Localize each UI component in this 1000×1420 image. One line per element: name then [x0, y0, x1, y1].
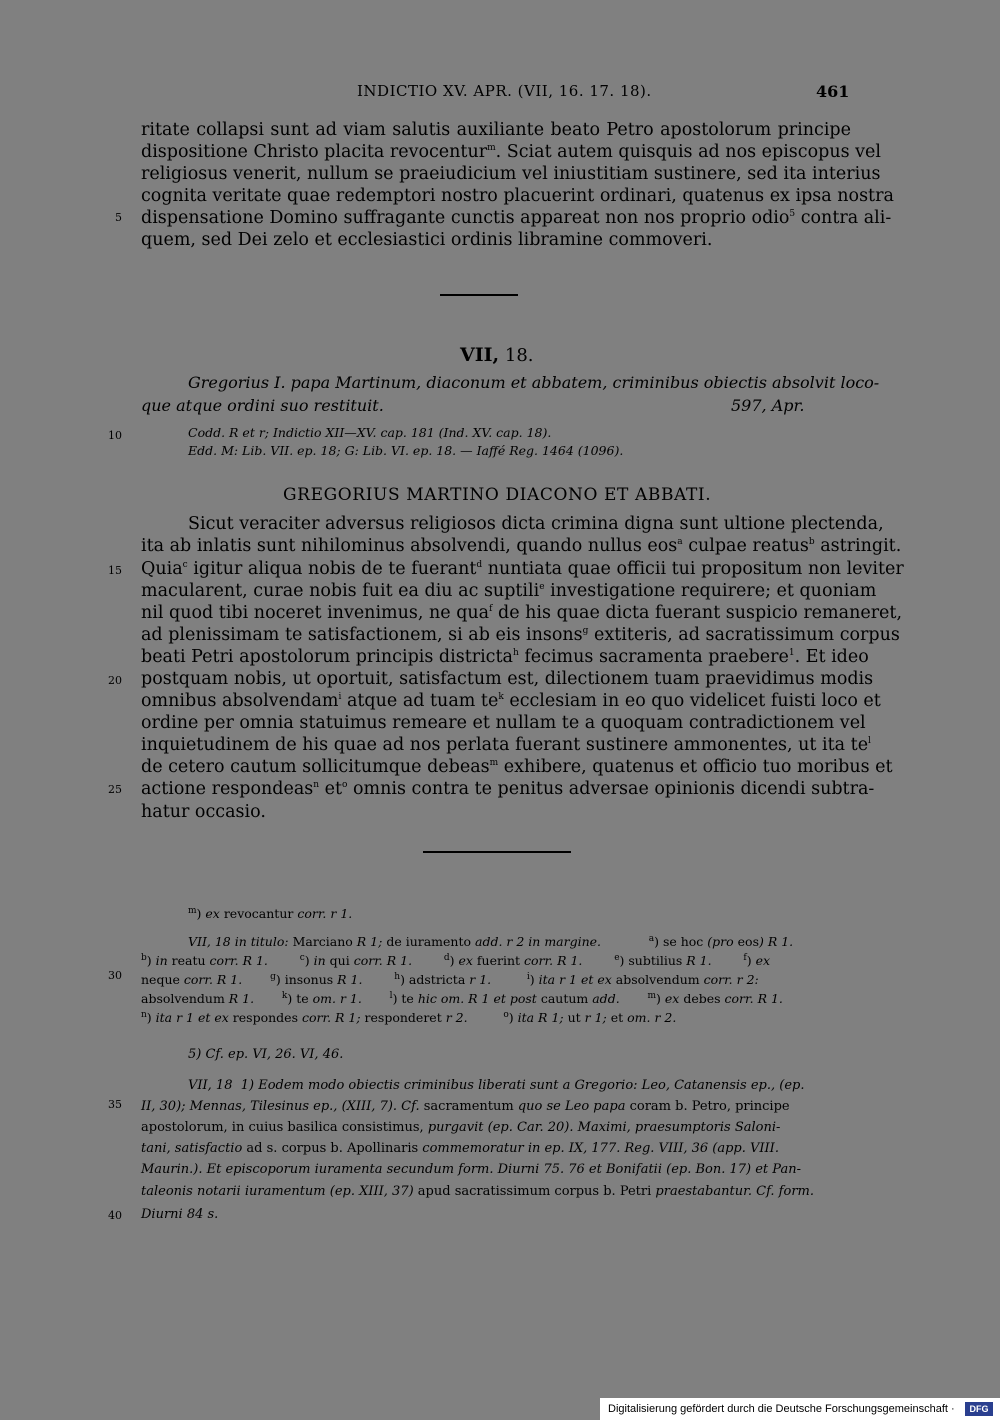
footnote-line: neque corr. R 1. $^g$) insonus R 1. $^h$) adstricta r 1. $^i$) ita r 1 et ex absolvendum corr. r 2: — [141, 971, 759, 987]
line-number: 5 — [115, 211, 122, 224]
footnote-line: $^m$) ex revocantur corr. r 1. — [188, 905, 353, 921]
commentary-line: tani, satisfactio ad s. corpus b. Apollinaris commemoratur in ep. IX, 177. Reg. VIII, 36 (app. VIII. — [141, 1141, 779, 1156]
body-line: omnibus absolvendam$^i$ atque ad tuam $te^k$ ecclesiam in eo quo videlicet fuisti loco et — [141, 691, 881, 711]
body-line: macularent, curae nobis fuit ea diu ac suptili$^e$ investigatione requirere; et quoniam — [141, 581, 877, 601]
top-text-line-4: cognita veritate quae redemptori nostro placuerint ordinari, quatenus ex ipsa nostra — [141, 186, 894, 206]
commentary-line: 5) Cf. ep. VI, 26. VI, 46. — [188, 1047, 344, 1062]
line-number: 20 — [108, 674, 122, 687]
commentary-line: Diurni 84 s. — [141, 1207, 219, 1222]
section-separator — [440, 294, 518, 296]
footer-text: Digitalisierung gefördert durch die Deutsche Forschungsgemeinschaft · — [608, 1403, 955, 1415]
commentary-line: apostolorum, in cuius basilica consistimus, purgavit (ep. Car. 20). Maximi, praesumptoris Saloni- — [141, 1120, 781, 1135]
footnote-line: VII, 18 in titulo: Marciano R 1; de iuramento add. r 2 in margine. $^a$) se hoc (pro eos) R 1. — [188, 933, 794, 949]
body-line: actione respondeas$^n$ $et^o$ omnis contra te penitus adversae opinionis dicendi subtra- — [141, 779, 875, 799]
body-line: hatur occasio. — [141, 802, 266, 822]
footnote-line: $^b$) in reatu corr. R 1. $^c$) in qui corr. R 1. $^d$) ex fuerint corr. R 1. $^e$) subtilius R 1. $^f$) ex — [141, 952, 771, 968]
running-header: INDICTIO XV. APR. (VII, 16. 17. 18). — [357, 82, 652, 100]
top-text-line-5: dispensatione Domino suffragante cunctis appareat non nos proprio odio$^5$ contra ali- — [141, 208, 892, 228]
body-line: Sicut veraciter adversus religiosos dicta crimina digna sunt ultione plectenda, — [188, 514, 884, 534]
commentary-line: taleonis notarii iuramentum (ep. XIII, 37) apud sacratissimum corpus b. Petri praestabantur. Cf. form. — [141, 1184, 814, 1199]
line-number: 35 — [108, 1098, 122, 1111]
editions-line: Edd. M: Lib. VII. ep. 18; G: Lib. VI. ep. 18. — Iaffé Reg. 1464 (1096). — [188, 443, 624, 458]
top-text-line-1: ritate collapsi sunt ad viam salutis auxiliante beato Petro apostolorum principe — [141, 120, 851, 140]
summary-line-2: que atque ordini suo restituit. — [141, 396, 384, 415]
line-number: 15 — [108, 564, 122, 577]
body-line: Quia$^c$ igitur aliqua nobis de te fuerant$^d$ nuntiata quae officii tui propositum non leviter — [141, 559, 904, 579]
codices-line: Codd. R et r; Indictio XII—XV. cap. 181 (Ind. XV. cap. 18). — [188, 425, 552, 440]
top-text-line-6: quem, sed Dei zelo et ecclesiastici ordinis libramine commoveri. — [141, 230, 713, 250]
body-line: postquam nobis, ut oportuit, satisfactum est, dilectionem tuam praevidimus modis — [141, 669, 874, 689]
commentary-line: VII, 18 1) Eodem modo obiectis criminibus liberati sunt a Gregorio: Leo, Catanensis ep., (ep. — [188, 1078, 805, 1093]
line-number: 30 — [108, 969, 122, 982]
top-text-line-2: dispositione Christo placita revocentur$^m$. Sciat autem quisquis ad nos episcopus vel — [141, 142, 881, 162]
body-line: de cetero cautum sollicitumque debeas$^m$ exhibere, quatenus et officio tuo moribus et — [141, 757, 893, 777]
body-line: inquietudinem de his quae ad nos perlata fuerant sustinere ammonentes, ut ita $te^l$ — [141, 735, 871, 755]
body-line: ad plenissimam te satisfactionem, si ab eis insons$^g$ extiteris, ad sacratissimum corpus — [141, 625, 900, 645]
body-line: nil quod tibi noceret invenimus, ne qua$^f$ de his quae dicta fuerant suspicio remaneret, — [141, 603, 903, 623]
summary-line-1: Gregorius I. papa Martinum, diaconum et abbatem, criminibus obiectis absolvit loco- — [188, 373, 880, 392]
line-number: 40 — [108, 1209, 122, 1222]
dfg-logo: DFG — [965, 1402, 993, 1416]
letter-address: GREGORIUS MARTINO DIACONO ET ABBATI. — [283, 485, 712, 505]
footnote-line: absolvendum R 1. $^k$) te om. r 1. $^l$) te hic om. R 1 et post cautum add. $^m$) ex debes corr. R 1. — [141, 990, 783, 1006]
letter-date: 597, Apr. — [731, 396, 805, 415]
commentary-line: II, 30); Mennas, Tilesinus ep., (XIII, 7). Cf. sacramentum quo se Leo papa coram b. Petro, principe — [141, 1099, 790, 1114]
commentary-line: Maurin.). Et episcoporum iuramenta secundum form. Diurni 75. 76 et Bonifatii (ep. Bon. 17) et Pan- — [141, 1162, 801, 1177]
top-text-line-3: religiosus venerit, nullum se praeiudicium vel iniustitiam sustinere, sed ita interius — [141, 164, 881, 184]
line-number: 25 — [108, 783, 122, 796]
footnote-line: $^n$) ita r 1 et ex respondes corr. R 1; responderet r 2. $^o$) ita R 1; ut r 1; et om. r 2. — [141, 1009, 677, 1025]
body-line: beati Petri apostolorum principis districta$^h$ fecimus sacramenta praebere$^1$. Et ideo — [141, 647, 869, 667]
body-line: ordine per omnia statuimus remeare et nullam te a quoquam contradictionem vel — [141, 713, 866, 733]
letter-number: VII, 18. — [460, 344, 534, 366]
body-line: ita ab inlatis sunt nihilominus absolvendi, quando nullus eos$^a$ culpae reatus$^b$ astringit. — [141, 536, 902, 556]
page-number: 461 — [816, 82, 850, 101]
line-number: 10 — [108, 429, 122, 442]
section-separator — [423, 851, 571, 853]
